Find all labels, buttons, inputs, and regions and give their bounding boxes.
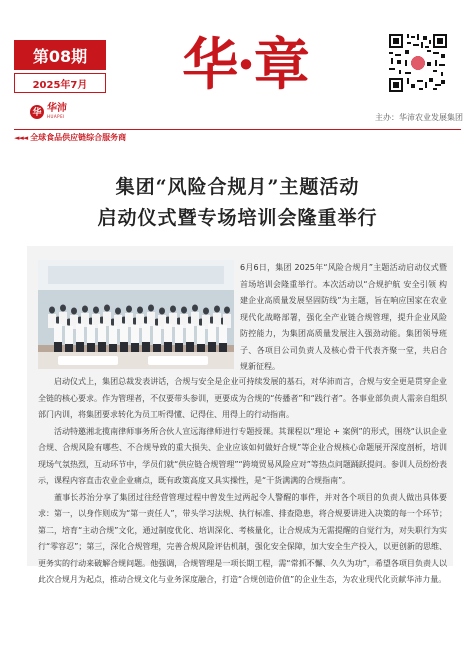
article-paragraph-intro: 6月6日，集团 2025年“风险合规月”主题活动启动仪式暨首场培训会隆重举行。本次活动以“合规护航 安全引领 构建企业高质量发展坚固防线”为主题，旨在响应国家在农业现代化战略部署，强化全产业链合规管理，提升企业风险防控能力，为集团高质量发展注入强劲动能。集团领导班子、各项目公司负责人及核心骨干代表齐聚一堂，共启合规新征程。 [240, 263, 447, 371]
tagline [14, 132, 126, 143]
article-title-line1: 集团“风险合规月”主题活动 [115, 176, 360, 198]
article-paragraph: 活动特邀湘北揽南律师事务所合伙人宣远海律师进行专题授课。其课程以“理论 + 案例”的形式，围绕“认识企业合规、合规风险有哪些、不合规导致的重大损失、企业应该如何做好合规”等企业合规核心命题展开深度剖析，培训现场气氛热烈，互动环节中，学员们就“供应链合规管理”“跨境贸易风险应对”等热点问题踊跃提问。参训人员纷纷表示，课程内容直击农业企业痛点，既有政策高度又具实操性，是“干货满满的合规指南”。 [38, 426, 447, 485]
group-photo-image [38, 260, 234, 369]
article-title-line2: 启动仪式暨专场培训会隆重举行 [97, 207, 378, 229]
arrows-icon: ◄◄◄ [14, 133, 28, 142]
logo-text: 华沛 [47, 103, 67, 114]
logo-subtext: HUAPEI [47, 114, 65, 119]
qr-code-icon [389, 34, 447, 92]
issue-date: 2025年7月 [14, 73, 106, 93]
article-paragraph: 启动仪式上，集团总裁发表讲话，合规与安全是企业可持续发展的基石，对华沛而言，合规与安全更是贯穿企业全链的核心要求。作为管理者，不仅要带头参训，更要成为合规的“传播者”和“践行者”。各事业部负责人需亲自组织部门内训，将集团要求转化为员工听得懂、记得住、用得上的行动指南。 [38, 377, 447, 419]
publisher-credit: 主办：华沛农业发展集团 [375, 113, 463, 122]
tagline-text: 全球食品供应链综合服务商 [30, 133, 127, 142]
company-logo [30, 104, 67, 119]
header-divider [14, 129, 461, 130]
article-body [38, 374, 447, 589]
issue-number: 第08期 [14, 40, 106, 70]
article-paragraph: 董事长苏治分享了集团过往经营管理过程中曾发生过两起令人警醒的事件，并对各个项目的负责人做出具体要求：第一，以身作则成为“第一责任人”，带头学习法规、执行标准、排查隐患，将合规要讲进入决策的每一个环节；第二，培育“主动合规”文化，通过制度优化、培训深化、考核量化，让合规成为无需提醒的自觉行为，对失职行为实行“零容忍”；第三，深化合规管理，完善合规风险评估机制，强化安全保障，加大安全生产投入，以更创新的思维、更务实的行动来破解合规问题。他强调，合规管理是一项长期工程，需“常抓不懈、久久为功”，希望各项目负责人以此次合规月为起点，推动合规文化与业务深度融合，打造“合规创造价值”的企业生态，为农业现代化贡献华沛力量。 [38, 492, 447, 584]
logo-icon: 华 [30, 105, 44, 119]
masthead-title: 华·章 [182, 32, 308, 98]
